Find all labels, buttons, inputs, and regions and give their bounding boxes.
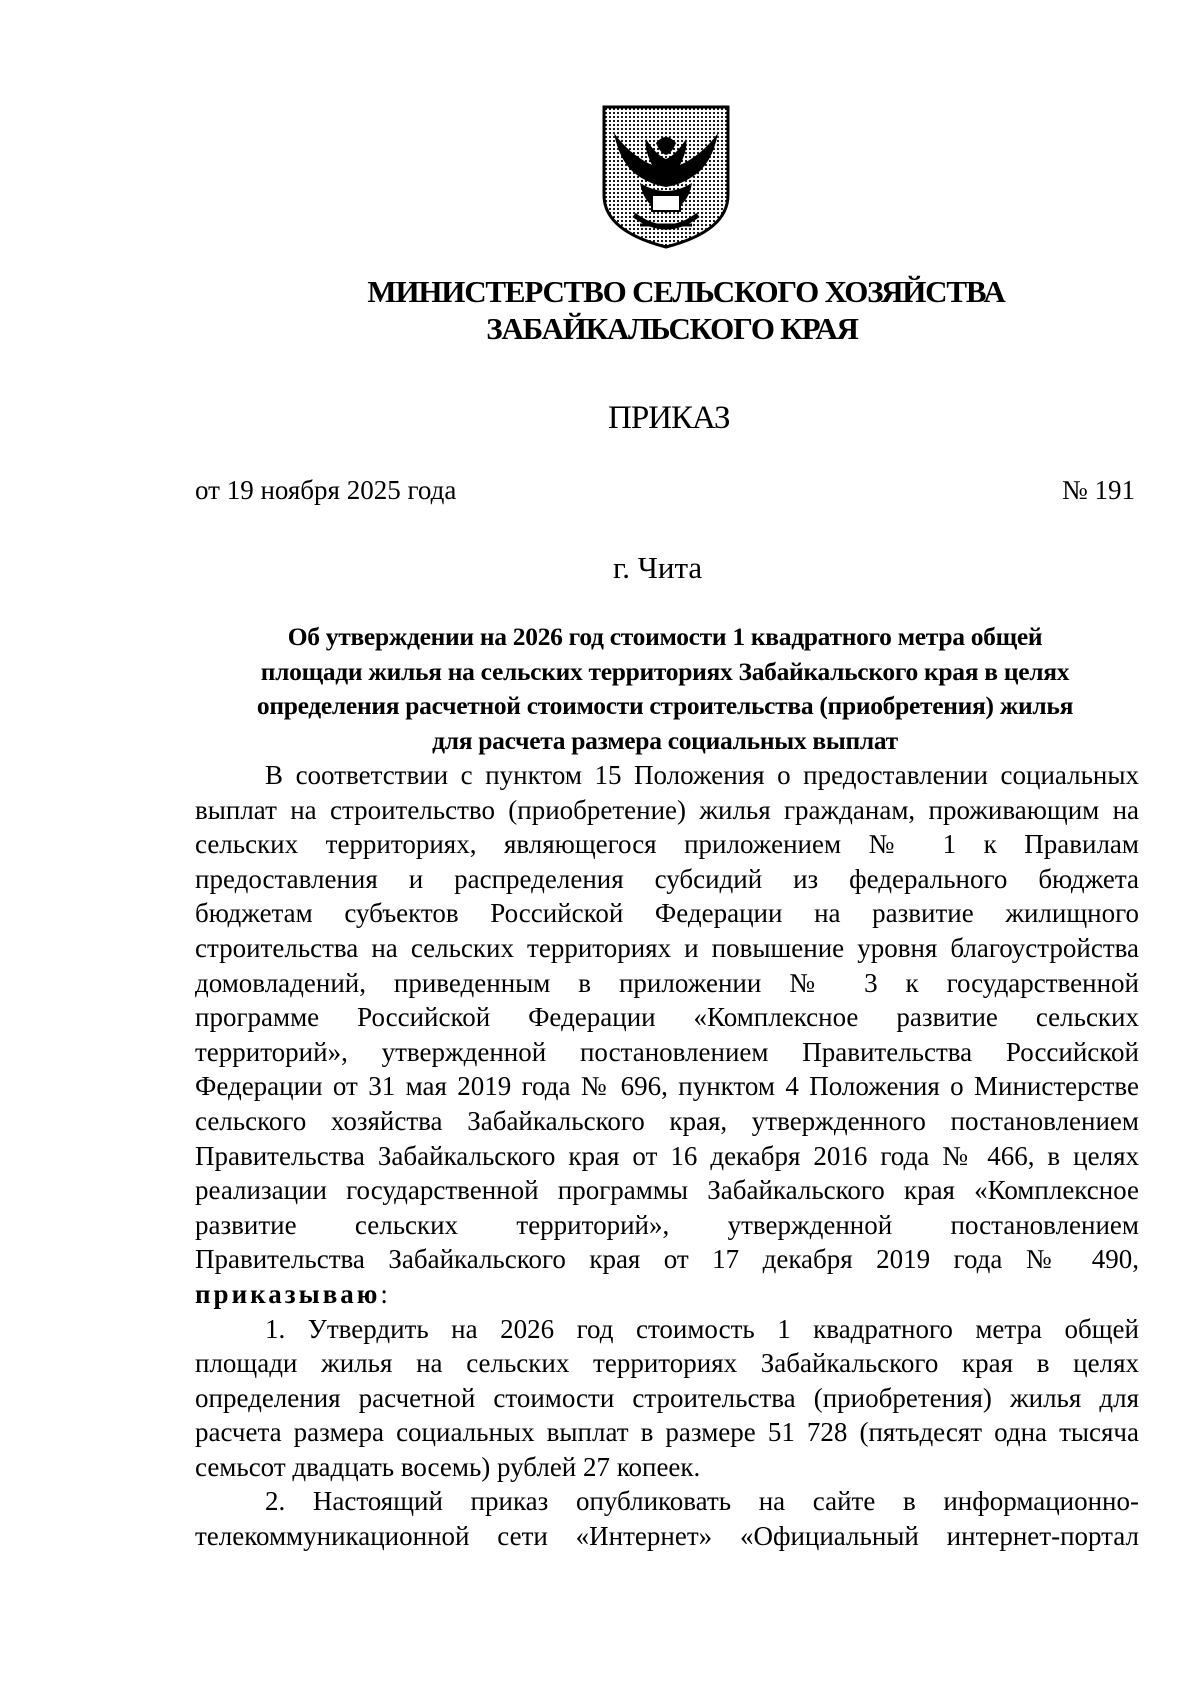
item1-line: 1. Утвердить на 2026 год стоимость 1 квадратного метра общей [265,1313,1139,1344]
order-subject [195,620,1135,758]
preamble-line: реализации государственной программы Забайкальского края «Комплексное [195,1175,1139,1206]
order-body [195,758,1139,1554]
item1-line: расчета размера социальных выплат в размере 51 728 (пятьдесят одна тысяча [195,1417,1139,1448]
preamble-line: программе Российской Федерации «Комплексное развитие сельских [195,1002,1139,1033]
preamble-line: сельского хозяйства Забайкальского края, утвержденного постановлением [195,1105,1139,1136]
order-date: от 19 ноября 2025 года [195,475,457,505]
preamble-line: домовладений, приведенным в приложении № 3 к государственной [195,967,1139,998]
order-word: приказываю [195,1278,381,1309]
preamble-line: Федерации от 31 мая 2019 года № 696, пунктом 4 Положения о Министерстве [195,1071,1139,1102]
ministry-name-line1: МИНИСТЕРСТВО СЕЛЬСКОГО ХОЗЯЙСТВА [367,274,1005,309]
preamble-line: предоставления и распределения субсидий из федерального бюджета [195,863,1139,894]
subject-line: для расчета размера социальных выплат [432,725,898,755]
item1-line: площади жилья на сельских территориях Забайкальского края в целях [195,1348,1139,1379]
preamble-line: развитие сельских территорий», утвержденной постановлением [195,1209,1139,1240]
subject-line: Об утверждении на 2026 год стоимости 1 квадратного метра общей [287,622,1043,651]
ministry-name-line2: ЗАБАЙКАЛЬСКОГО КРАЯ [486,311,858,346]
item2-line: 2. Настоящий приказ опубликовать на сайте в информационно- [265,1486,1139,1517]
order-word-line [195,1277,1139,1312]
preamble-line: бюджетам субъектов Российской Федерации на развитие жилищного [195,898,1139,929]
item1-line: семьсот двадцать восемь) рублей 27 копеек. [195,1451,701,1482]
preamble-line: Правительства Забайкальского края от 17 декабря 2019 года № 490, [195,1244,1139,1275]
item1-line: определения расчетной стоимости строительства (приобретения) жилья для [195,1382,1139,1413]
preamble-line: Правительства Забайкальского края от 16 декабря 2016 года № 466, в целях [195,1140,1139,1171]
subject-line: определения расчетной стоимости строительства (приобретения) жилья [256,691,1074,720]
item2-line: телекоммуникационной сети «Интернет» «Официальный интернет-портал [195,1521,1139,1552]
coat-of-arms-emblem [600,103,732,251]
order-number: № 191 [1061,475,1135,505]
city-name: г. Чита [613,550,703,585]
preamble-line: выплат на строительство (приобретение) жилья гражданам, проживающим на [195,794,1139,825]
preamble-line: В соответствии с пунктом 15 Положения о предоставлении социальных [265,760,1139,790]
preamble-line: строительства на сельских территориях и повышение уровня благоустройства [195,932,1139,963]
order-word-suffix: : [380,1278,388,1309]
preamble-line: территорий», утвержденной постановлением Правительства Российской [195,1036,1139,1067]
document-type-title: ПРИКАЗ [608,400,730,436]
subject-line: площади жилья на сельских территориях Забайкальского края в целях [260,656,1070,686]
preamble-line: сельских территориях, являющегося приложением № 1 к Правилам [195,829,1139,860]
